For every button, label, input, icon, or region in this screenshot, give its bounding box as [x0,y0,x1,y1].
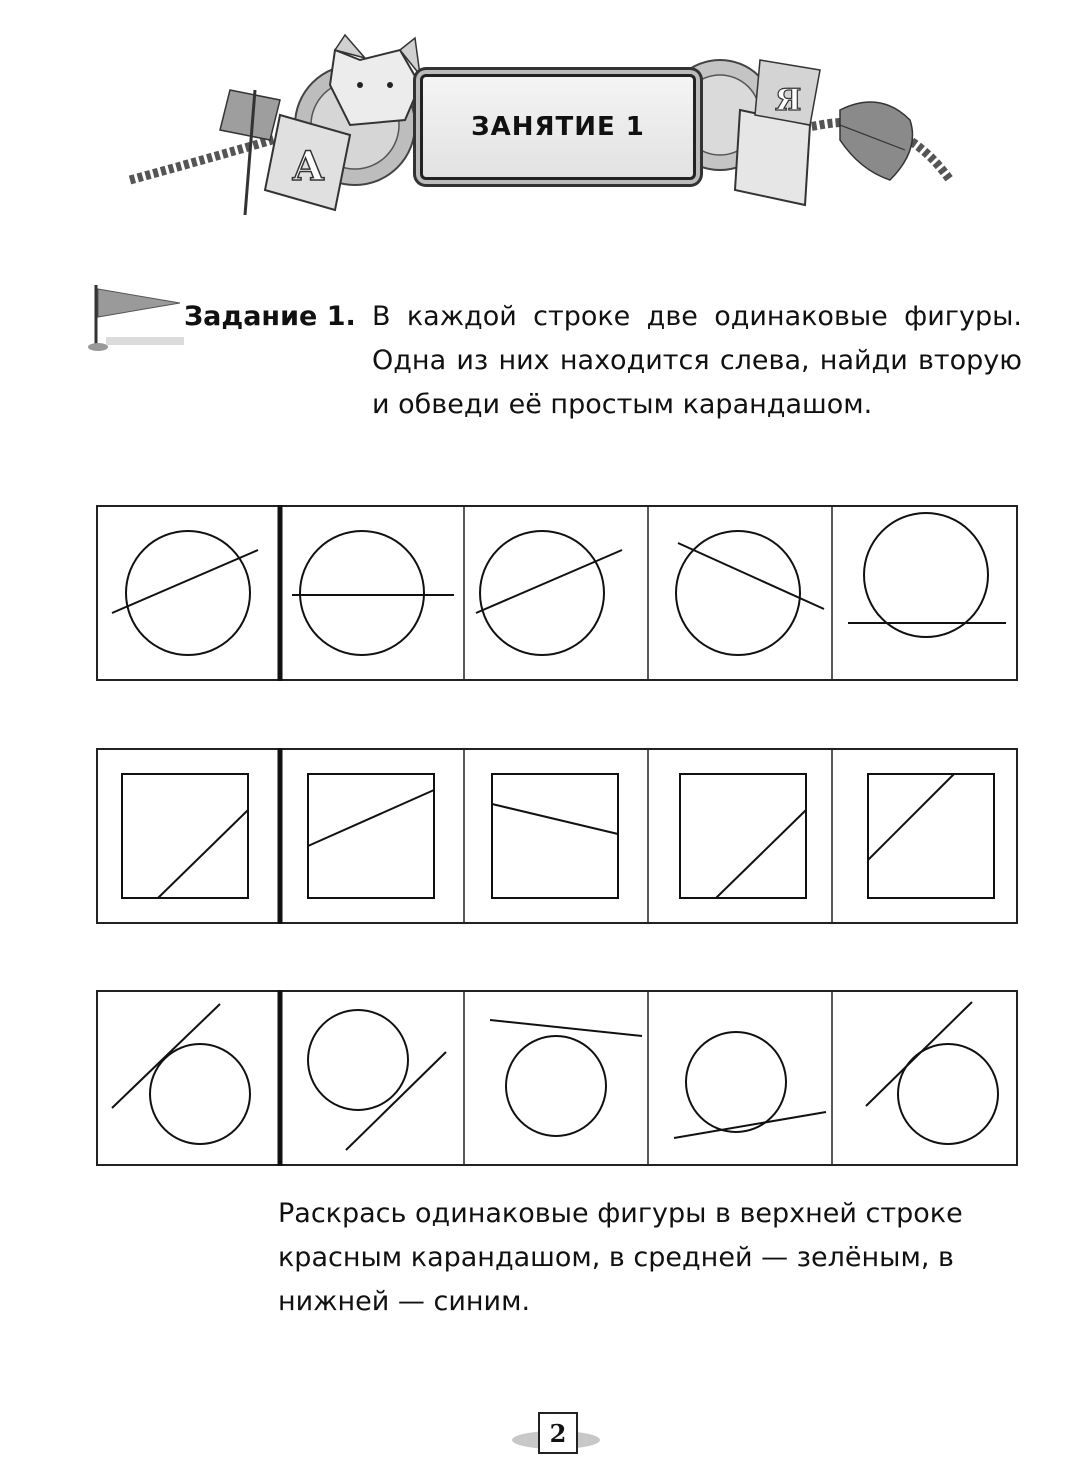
lesson-title [420,74,696,180]
figure-row-1 [96,505,1018,681]
coloring-instruction: Раскрась одинаковые фигуры в верхней строке красным карандашом, в средней — зелёным, в нижней — синим. [278,1198,963,1317]
page-number [510,1412,600,1462]
flag-icon [84,285,184,365]
page-number-text: 2 [549,1418,567,1448]
decor-letter-ya: Я [775,83,802,118]
task-text: В каждой строке две одинаковые фигуры. Одна из них находится слева, найди вторую и обведи её простым карандашом. [372,301,1022,420]
decor-letter-a: А [292,143,325,190]
figure-row-2 [96,748,1018,924]
lesson-header [120,30,960,220]
lesson-title-text: ЗАНЯТИЕ 1 [471,112,645,142]
page-number-box [538,1412,578,1454]
task-label: Задание 1. [184,301,356,332]
figure-row-3 [96,990,1018,1166]
